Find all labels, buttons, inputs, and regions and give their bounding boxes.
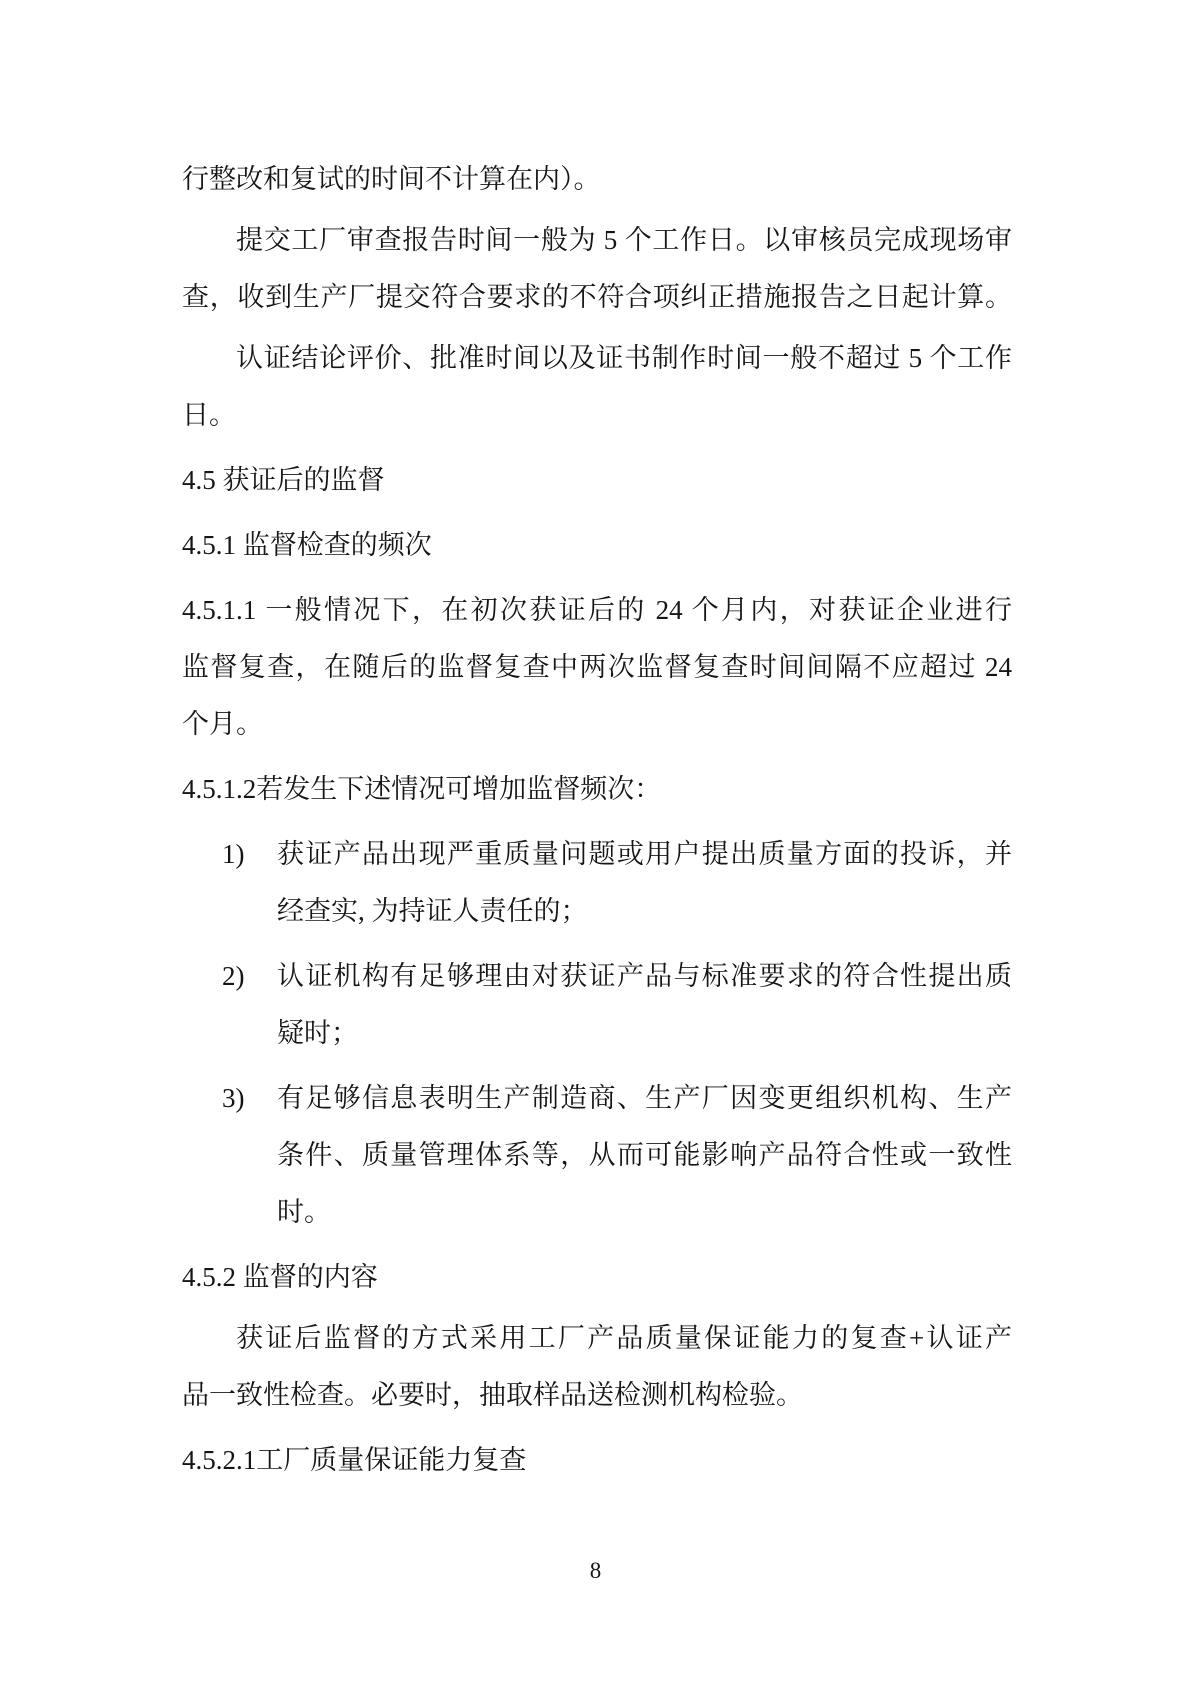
list-item-2 [182, 948, 1012, 1062]
section-heading-4-5 [182, 452, 1012, 509]
text-line: 查，收到生产厂提交符合要求的不符合项纠正措施报告之日起计算。 [182, 282, 1012, 312]
text-line: 疑时； [277, 1018, 358, 1048]
text-line: 4.5.1.2若发生下述情况可增加监督频次： [182, 774, 662, 804]
text-line: 个月。 [182, 709, 263, 739]
text-line: 监督复查，在随后的监督复查中两次监督复查时间间隔不应超过 24 [182, 652, 1012, 682]
text-line: 条件、质量管理体系等，从而可能影响产品符合性或一致性 [277, 1140, 1012, 1170]
text-line: 时。 [277, 1197, 331, 1227]
list-marker: 1) [222, 839, 245, 869]
heading-line: 4.5.2.1工厂质量保证能力复查 [182, 1445, 527, 1475]
text-line: 经查实, 为持证人责任的； [277, 896, 588, 926]
text-line: 获证后监督的方式采用工厂产品质量保证能力的复查+认证产 [236, 1323, 1012, 1353]
heading-line: 4.5.1 监督检查的频次 [182, 530, 432, 560]
text-line: 认证结论评价、批准时间以及证书制作时间一般不超过 5 个工作 [236, 343, 1012, 373]
text-line: 4.5.1.1 一般情况下，在初次获证后的 24 个月内，对获证企业进行 [182, 595, 1012, 625]
text-line: 提交工厂审查报告时间一般为 5 个工作日。以审核员完成现场审 [236, 225, 1012, 255]
paragraph [182, 212, 1012, 326]
paragraph-continuation [182, 151, 1012, 208]
list-marker: 2) [222, 961, 245, 991]
paragraph [182, 1310, 1012, 1424]
text-line: 有足够信息表明生产制造商、生产厂因变更组织机构、生产 [277, 1083, 1012, 1113]
text-line: 认证机构有足够理由对获证产品与标准要求的符合性提出质 [277, 961, 1012, 991]
paragraph [182, 330, 1012, 444]
list-marker: 3) [222, 1083, 245, 1113]
section-heading-4-5-2-1 [182, 1432, 1012, 1489]
list-item-3 [182, 1070, 1012, 1241]
text-line: 获证产品出现严重质量问题或用户提出质量方面的投诉，并 [277, 839, 1012, 869]
paragraph-4-5-1-2 [182, 761, 1012, 818]
section-heading-4-5-2 [182, 1249, 1012, 1306]
heading-line: 4.5 获证后的监督 [182, 465, 385, 495]
heading-line: 4.5.2 监督的内容 [182, 1262, 378, 1292]
text-line: 品一致性检查。必要时，抽取样品送检测机构检验。 [182, 1380, 803, 1410]
section-heading-4-5-1 [182, 517, 1012, 574]
page-number: 8 [589, 1558, 602, 1583]
text-line: 日。 [182, 400, 236, 430]
list-item-1 [182, 826, 1012, 940]
paragraph-4-5-1-1 [182, 582, 1012, 753]
text-line: 行整改和复试的时间不计算在内）。 [182, 164, 601, 194]
document-body [182, 151, 1012, 1489]
